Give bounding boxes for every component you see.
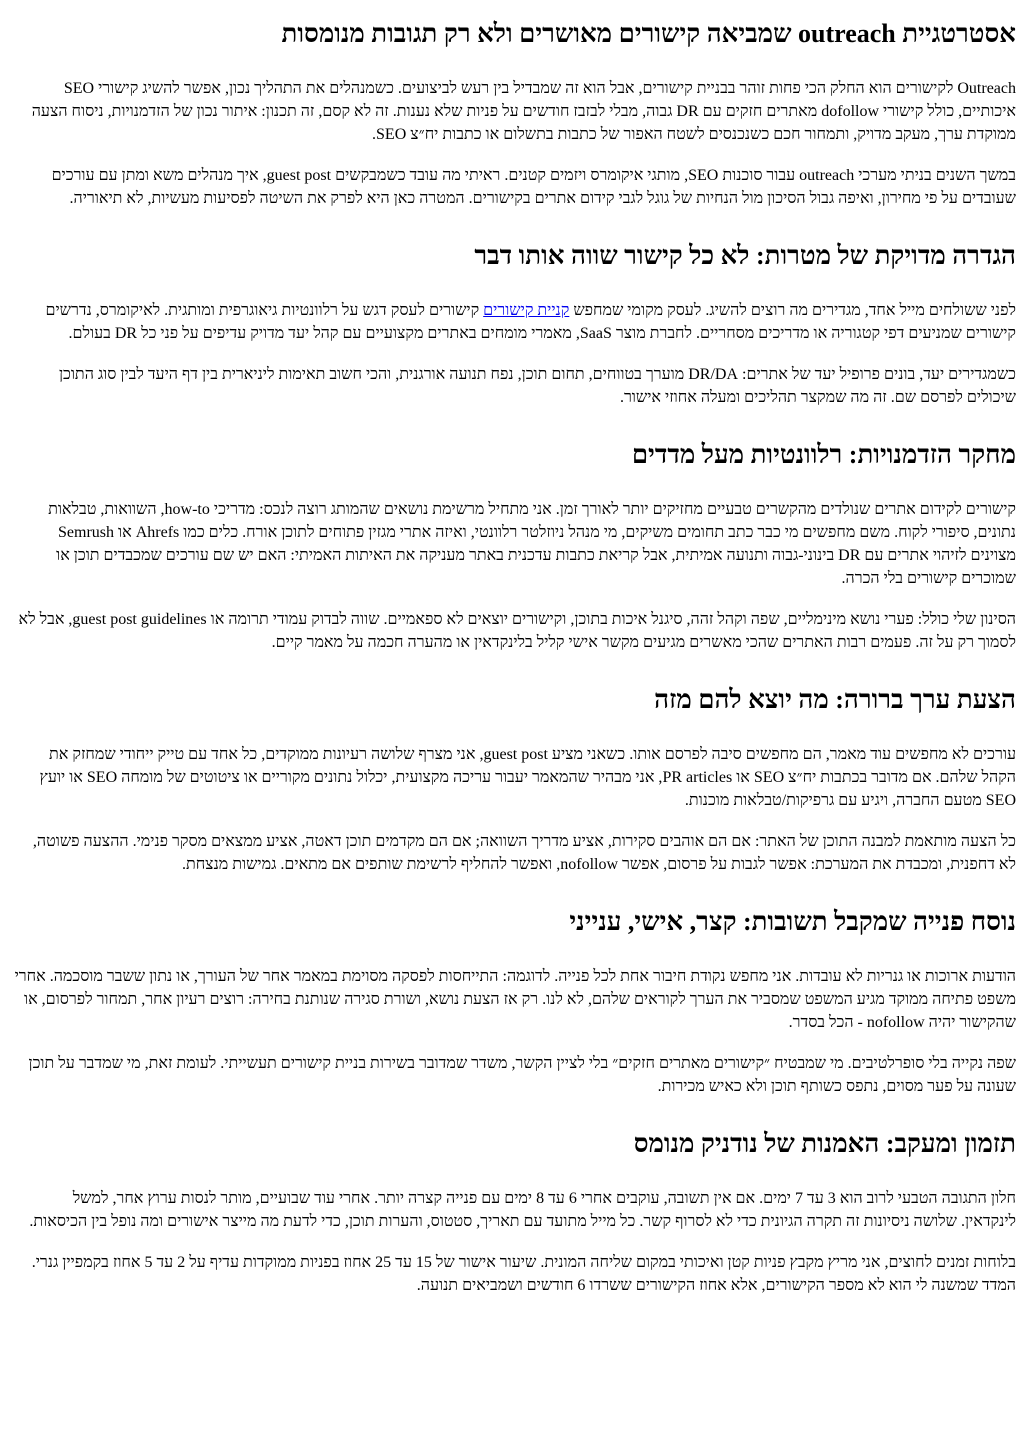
text: קישורים לעסק דגש על רלוונטיות גיאוגרפית ומותגית. לאיקומרס, נדרשים קישורים שמניעים דפי קטגוריה או מדריכים מסחריים. לחברת מוצר SaaS, מאמרי מומחים באתרים מקצועיים עם קהל יעד מדויק עדיפים על פני כל DR בעולם.	[45, 302, 1016, 342]
section-heading-research: מחקר הזדמנויות: רלוונטיות מעל מדדים	[631, 440, 1016, 469]
intro-paragraph: Outreach לקישורים הוא החלק הכי פחות זוהר בבניית קישורים, אבל הוא זה שמבדיל בין רעש לביצועים. כשמנהלים את התהליך נכון, אפשר להשיג קישורי SEO איכותיים, כולל קישורי dofollow מאתרים חזקים עם DR גבוה, מבלי לבזבז חודשים על פניות שלא נענות. זה לא קסם, זה תכנון: איתור נכון של הזדמנויות, ניסוח הצעה ממוקדת ערך, מעקב מדויק, ותמחור חכם כשנכנסים לשטח האפור של כתבות בתשלום או כתבות יח״צ SEO.	[31, 80, 1016, 143]
buy-links-link[interactable]: קניית קישורים	[483, 302, 570, 319]
section-heading-goals: הגדרה מדויקת של מטרות: לא כל קישור שווה אותו דבר	[474, 241, 1016, 270]
intro-paragraph: במשך השנים בניתי מערכי outreach עבור סוכנות SEO, מותגי איקומרס ויזמים קטנים. ראיתי מה עובד כשמבקשים guest post, איך מנהלים משא ומתן עם עורכים שעובדים על פי מחירון, ואיפה גבול הסיכון מול הנחיות של גוגל לגבי קידום אתרים בקישורים. המטרה כאן היא לפרק את השיטה לפסיעות מעשיות, לא תיאוריה.	[51, 167, 1016, 207]
research-paragraph: קישורים לקידום אתרים שנולדים מהקשרים טבעיים מחזיקים יותר לאורך זמן. אני מתחיל מרשימת נושאים שהמותג רוצה לנכס: מדריכי how-to, השוואות, טבלאות נתונים, סיפורי לקוח. משם מחפשים מי כבר כתב תחומים משיקים, מי מנהל ניוזלטר רלוונטי, ואיזה אתרי מגזין פתוחים לתוכן אורח. כלים כמו Ahrefs או Semrush מצוינים לזיהוי אתרים עם DR בינוני-גבוה ותנועה אמיתית, אבל קריאת כתבות עדכנית באתר מעניקה את האיתות האמיתי: האם יש שם עורכים שמכבדים תוכן או שמוכרים קישורים בלי הכרה.	[48, 501, 1016, 587]
value-paragraph: כל הצעה מותאמת למבנה התוכן של האתר: אם הם אוהבים סקירות, אציע מדריך השוואה; אם הם מקדמים תוכן דאטה, אציע ממצאים מסקר פנימי. ההצעה פשוטה, לא דחפנית, ומכבדת את המערכת: אפשר לגבות על פרסום, אפשר nofollow, ואפשר להחליף לרשימת שותפים אם מתאים. גמישות מנצחת.	[32, 833, 1016, 873]
goals-paragraph: כשמגדירים יעד, בונים פרופיל יעד של אתרים: DR/DA מוערך בטווחים, תחום תוכן, נפח תנועה אורגנית, והכי חשוב תאימות ליניארית בין דף היעד לבין סוג התוכן שיכולים לפרסם שם. זה מה שמקצר תהליכים ומעלה אחוזי אישור.	[58, 366, 1016, 406]
research-paragraph: הסינון שלי כולל: פערי נושא מינימליים, שפה וקהל זהה, סיגנל איכות בתוכן, וקישורים יוצאים לא ספאמיים. שווה לבדוק עמודי תרומה או guest post guidelines, אבל לא לסמוך רק על זה. פעמים רבות האתרים שהכי מאשרים מגיעים מקשר אישי קליל בלינקדאין או מהערה חכמה על מאמר קיים.	[18, 611, 1016, 651]
section-heading-value: הצעת ערך ברורה: מה יוצא להם מזה	[654, 685, 1016, 714]
followup-paragraph: בלוחות זמנים לחוצים, אני מריץ מקבץ פניות קטן ואיכותי במקום שליחה המונית. שיעור אישור של 15 עד 25 אחוז בפניות ממוקדות עדיף על 2 עד 5 אחוז בקמפיין גנרי. המדד שמשנה לי הוא לא מספר הקישורים, אלא אחוז הקישורים ששרדו 6 חודשים ושמביאים תנועה.	[31, 1254, 1016, 1294]
value-paragraph: עורכים לא מחפשים עוד מאמר, הם מחפשים סיבה לפרסם אותו. כשאני מציע guest post, אני מצרף שלושה רעיונות ממוקדים, כל אחד עם טייק ייחודי שמחזק את הקהל שלהם. אם מדובר בכתבות יח״צ SEO או PR articles, אני מבהיר שהמאמר יעבור עריכה מקצועית, יכלול נתונים מקוריים או ציטוטים של מומחה SEO או יועץ SEO מטעם החברה, ויגיע עם גרפיקות/טבלאות מוכנות.	[39, 746, 1016, 809]
pitch-paragraph: הודעות ארוכות או גנריות לא עובדות. אני מחפש נקודת חיבור אחת לכל פנייה. לדוגמה: התייחסות לפסקה מסוימת במאמר אחר של העורך, או נתון ששבר מוסכמה. אחרי משפט פתיחה ממוקד מגיע המשפט שמסביר את הערך לקוראים שלהם, לא לנו. רק אז הצעת נושא, ושורת סגירה שנותנת בחירה: רוצים רעיון אחר, תמחור לפרסום, או שהקישור יהיה nofollow - הכל בסדר.	[14, 968, 1016, 1031]
section-heading-followup: תזמון ומעקב: האמנות של נודניק מנומס	[633, 1129, 1016, 1158]
text: לפני ששולחים מייל אחד, מגדירים מה רוצים להשיג. לעסק מקומי שמחפש	[569, 302, 1016, 319]
page-title: אסטרטגיית outreach שמביאה קישורים מאושרים ולא רק תגובות מנומסות	[281, 19, 1016, 48]
followup-paragraph: חלון התגובה הטבעי לרוב הוא 3 עד 7 ימים. אם אין תשובה, עוקבים אחרי 6 עד 8 ימים עם פנייה קצרה יותר. אחרי עוד שבועיים, מותר לנסות ערוץ אחר, למשל לינקדאין. שלושה ניסיונות זה תקרה הגיונית כדי לא לסרוף קשר. כל מייל מתועד עם תאריך, סטטוס, והערות תוכן, כדי לדעת מה מייצר אישורים ומה נופל בין הכיסאות.	[29, 1190, 1016, 1230]
pitch-paragraph: שפה נקייה בלי סופרלטיבים. מי שמבטיח ״קישורים מאתרים חזקים״ בלי לציין הקשר, משדר שמדובר בשירות בניית קישורים תעשייתי. לעומת זאת, מי שמדבר על תוכן שעונה על פער מסוים, נתפס כשותף תוכן ולא כאיש מכירות.	[28, 1055, 1016, 1095]
goals-paragraph	[14, 299, 1016, 345]
section-heading-pitch: נוסח פנייה שמקבל תשובות: קצר, אישי, ענייני	[569, 907, 1016, 936]
